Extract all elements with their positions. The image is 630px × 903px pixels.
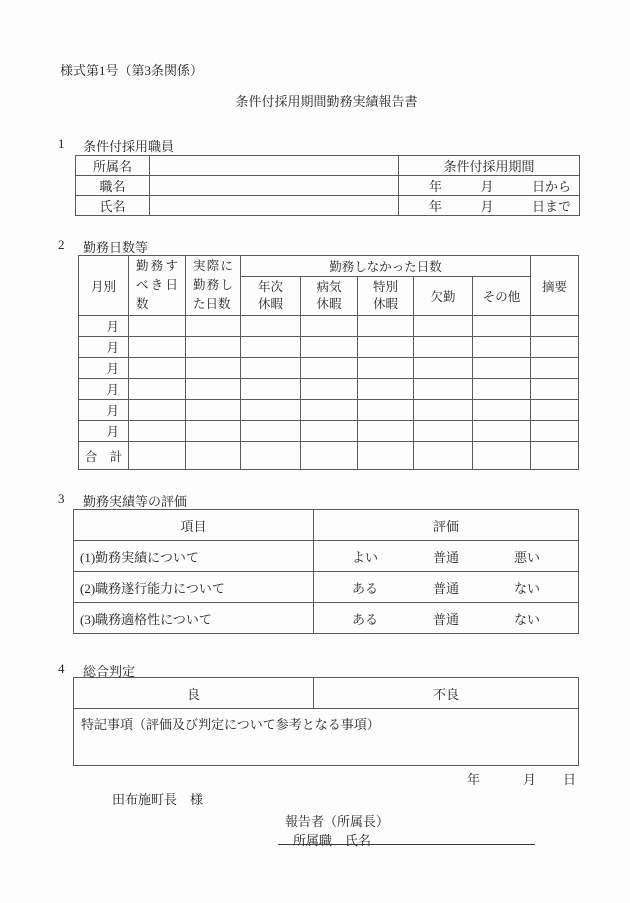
item-column-header: 項目 <box>74 510 314 541</box>
evaluation-item: (1)勤務実績について <box>74 541 314 572</box>
empty-field-cell <box>473 316 531 337</box>
work-days-table <box>78 255 579 470</box>
empty-field-cell <box>129 337 186 358</box>
notes-cell: 特記事項（評価及び判定について参考となる事項） <box>74 709 579 766</box>
to-month-label: 月 <box>480 199 494 214</box>
option-label: ない <box>513 580 540 596</box>
empty-field-cell <box>301 316 358 337</box>
option-label: よい <box>352 549 379 565</box>
section-2-title: 勤務日数等 <box>83 240 149 255</box>
empty-field-cell <box>129 379 186 400</box>
section-1-number: 1 <box>58 136 65 151</box>
empty-field-cell <box>301 442 358 470</box>
empty-field-cell <box>186 379 241 400</box>
empty-field-cell <box>473 337 531 358</box>
empty-field-cell <box>358 316 414 337</box>
judgment-row <box>74 678 579 709</box>
addressee: 田布施町長 様 <box>112 792 204 807</box>
month-row <box>79 337 579 358</box>
employee-row-name <box>76 196 580 216</box>
position-label: 職名 <box>76 176 150 196</box>
empty-field-cell <box>186 421 241 442</box>
empty-field-cell <box>473 358 531 379</box>
empty-field-cell <box>414 421 473 442</box>
signature-line <box>278 828 535 845</box>
month-row <box>79 358 579 379</box>
section-4-number: 4 <box>58 661 65 676</box>
option-label: ない <box>513 611 540 627</box>
employee-table <box>75 155 580 216</box>
period-header-cell: 条件付採用期間 <box>399 156 580 176</box>
evaluation-item: (3)職務適格性について <box>74 603 314 634</box>
empty-field-cell <box>129 442 186 470</box>
empty-field-cell <box>186 442 241 470</box>
annual-leave-header: 年次 休暇 <box>241 276 301 315</box>
evaluation-options-cell <box>314 541 579 572</box>
affiliation-value-cell <box>150 156 399 176</box>
section-3-title: 勤務実績等の評価 <box>83 494 188 509</box>
empty-field-cell <box>301 421 358 442</box>
section-4-title: 総合判定 <box>83 664 136 679</box>
total-row-label: 合 計 <box>79 442 129 470</box>
empty-field-cell <box>531 421 579 442</box>
work-days-header-row-1 <box>79 256 579 277</box>
evaluation-row-1 <box>74 541 579 572</box>
signature-label: 所属職 氏名 <box>293 833 372 848</box>
remarks-column-header: 摘要 <box>531 256 579 316</box>
from-year-label: 年 <box>429 179 443 194</box>
sick-leave-header: 病気 休暇 <box>301 276 358 315</box>
evaluation-row-2 <box>74 572 579 603</box>
from-day-label: 日から <box>531 179 571 194</box>
judgment-table <box>73 677 579 766</box>
other-header: その他 <box>473 276 531 315</box>
empty-field-cell <box>241 421 301 442</box>
period-to-cell <box>399 196 580 216</box>
evaluation-item: (2)職務遂行能力について <box>74 572 314 603</box>
empty-field-cell <box>531 358 579 379</box>
actual-days-header: 実際に 勤務し た日数 <box>186 256 241 316</box>
option-label: 普通 <box>432 611 459 627</box>
name-value-cell <box>150 196 399 216</box>
empty-field-cell <box>531 337 579 358</box>
section-1-heading <box>58 136 174 155</box>
month-row-label: 月 <box>79 421 129 442</box>
employee-row-position <box>76 176 580 196</box>
empty-field-cell <box>358 337 414 358</box>
special-leave-header: 特別 休暇 <box>358 276 414 315</box>
option-label: 悪い <box>513 549 540 565</box>
judgment-bad-cell: 不良 <box>314 678 579 709</box>
empty-field-cell <box>414 316 473 337</box>
empty-field-cell <box>531 400 579 421</box>
evaluation-row-3 <box>74 603 579 634</box>
empty-field-cell <box>473 400 531 421</box>
empty-field-cell <box>241 400 301 421</box>
affiliation-label: 所属名 <box>76 156 150 176</box>
month-row <box>79 316 579 337</box>
evaluation-options-cell <box>314 572 579 603</box>
empty-field-cell <box>241 337 301 358</box>
evaluation-table <box>73 509 579 634</box>
name-label: 氏名 <box>76 196 150 216</box>
empty-field-cell <box>241 358 301 379</box>
empty-field-cell <box>531 379 579 400</box>
option-label: 普通 <box>432 549 459 565</box>
empty-field-cell <box>186 316 241 337</box>
empty-field-cell <box>186 400 241 421</box>
empty-field-cell <box>473 379 531 400</box>
scheduled-days-header: 勤務す べき日 数 <box>129 256 186 316</box>
empty-field-cell <box>241 442 301 470</box>
section-3-heading <box>58 491 187 510</box>
empty-field-cell <box>241 379 301 400</box>
to-day-label: 日まで <box>531 199 571 214</box>
section-3-number: 3 <box>58 491 65 506</box>
empty-field-cell <box>358 400 414 421</box>
empty-field-cell <box>358 358 414 379</box>
empty-field-cell <box>301 358 358 379</box>
to-year-label: 年 <box>429 199 443 214</box>
date-month-label: 月 <box>523 772 537 787</box>
not-worked-days-header: 勤務しなかった日数 <box>241 256 531 277</box>
empty-field-cell <box>358 379 414 400</box>
month-row-label: 月 <box>79 358 129 379</box>
form-number-label: 様式第1号（第3条関係） <box>60 63 204 78</box>
empty-field-cell <box>531 442 579 470</box>
empty-field-cell <box>531 316 579 337</box>
month-column-header: 月別 <box>79 256 129 316</box>
empty-field-cell <box>129 316 186 337</box>
empty-field-cell <box>129 421 186 442</box>
month-row-label: 月 <box>79 379 129 400</box>
empty-field-cell <box>414 400 473 421</box>
notes-row <box>74 709 579 766</box>
option-label: ある <box>352 580 379 596</box>
reporter-label: 報告者（所属長） <box>285 814 390 829</box>
month-row <box>79 421 579 442</box>
month-row <box>79 379 579 400</box>
empty-field-cell <box>358 442 414 470</box>
option-label: 普通 <box>432 580 459 596</box>
empty-field-cell <box>414 379 473 400</box>
employee-row-affiliation <box>76 156 580 176</box>
month-row-label: 月 <box>79 400 129 421</box>
empty-field-cell <box>473 442 531 470</box>
judgment-good-cell: 良 <box>74 678 314 709</box>
date-year-label: 年 <box>467 772 481 787</box>
empty-field-cell <box>241 316 301 337</box>
month-row <box>79 400 579 421</box>
empty-field-cell <box>186 358 241 379</box>
evaluation-header-row <box>74 510 579 541</box>
option-label: ある <box>352 611 379 627</box>
total-row <box>79 442 579 470</box>
empty-field-cell <box>414 358 473 379</box>
evaluation-options-cell <box>314 603 579 634</box>
empty-field-cell <box>414 337 473 358</box>
date-day-label: 日 <box>563 772 577 787</box>
empty-field-cell <box>301 400 358 421</box>
empty-field-cell <box>473 421 531 442</box>
empty-field-cell <box>186 337 241 358</box>
empty-field-cell <box>358 421 414 442</box>
position-value-cell <box>150 176 399 196</box>
month-row-label: 月 <box>79 337 129 358</box>
page-title: 条件付採用期間勤務実績報告書 <box>235 94 418 109</box>
empty-field-cell <box>129 358 186 379</box>
empty-field-cell <box>301 337 358 358</box>
month-row-label: 月 <box>79 316 129 337</box>
empty-field-cell <box>301 379 358 400</box>
empty-field-cell <box>414 442 473 470</box>
section-2-number: 2 <box>58 237 65 252</box>
report-date-line <box>0 769 630 785</box>
section-1-title: 条件付採用職員 <box>83 139 175 154</box>
section-2-heading <box>58 237 148 256</box>
period-from-cell <box>399 176 580 196</box>
eval-column-header: 評価 <box>314 510 579 541</box>
empty-field-cell <box>129 400 186 421</box>
from-month-label: 月 <box>480 179 494 194</box>
absence-header: 欠勤 <box>414 276 473 315</box>
